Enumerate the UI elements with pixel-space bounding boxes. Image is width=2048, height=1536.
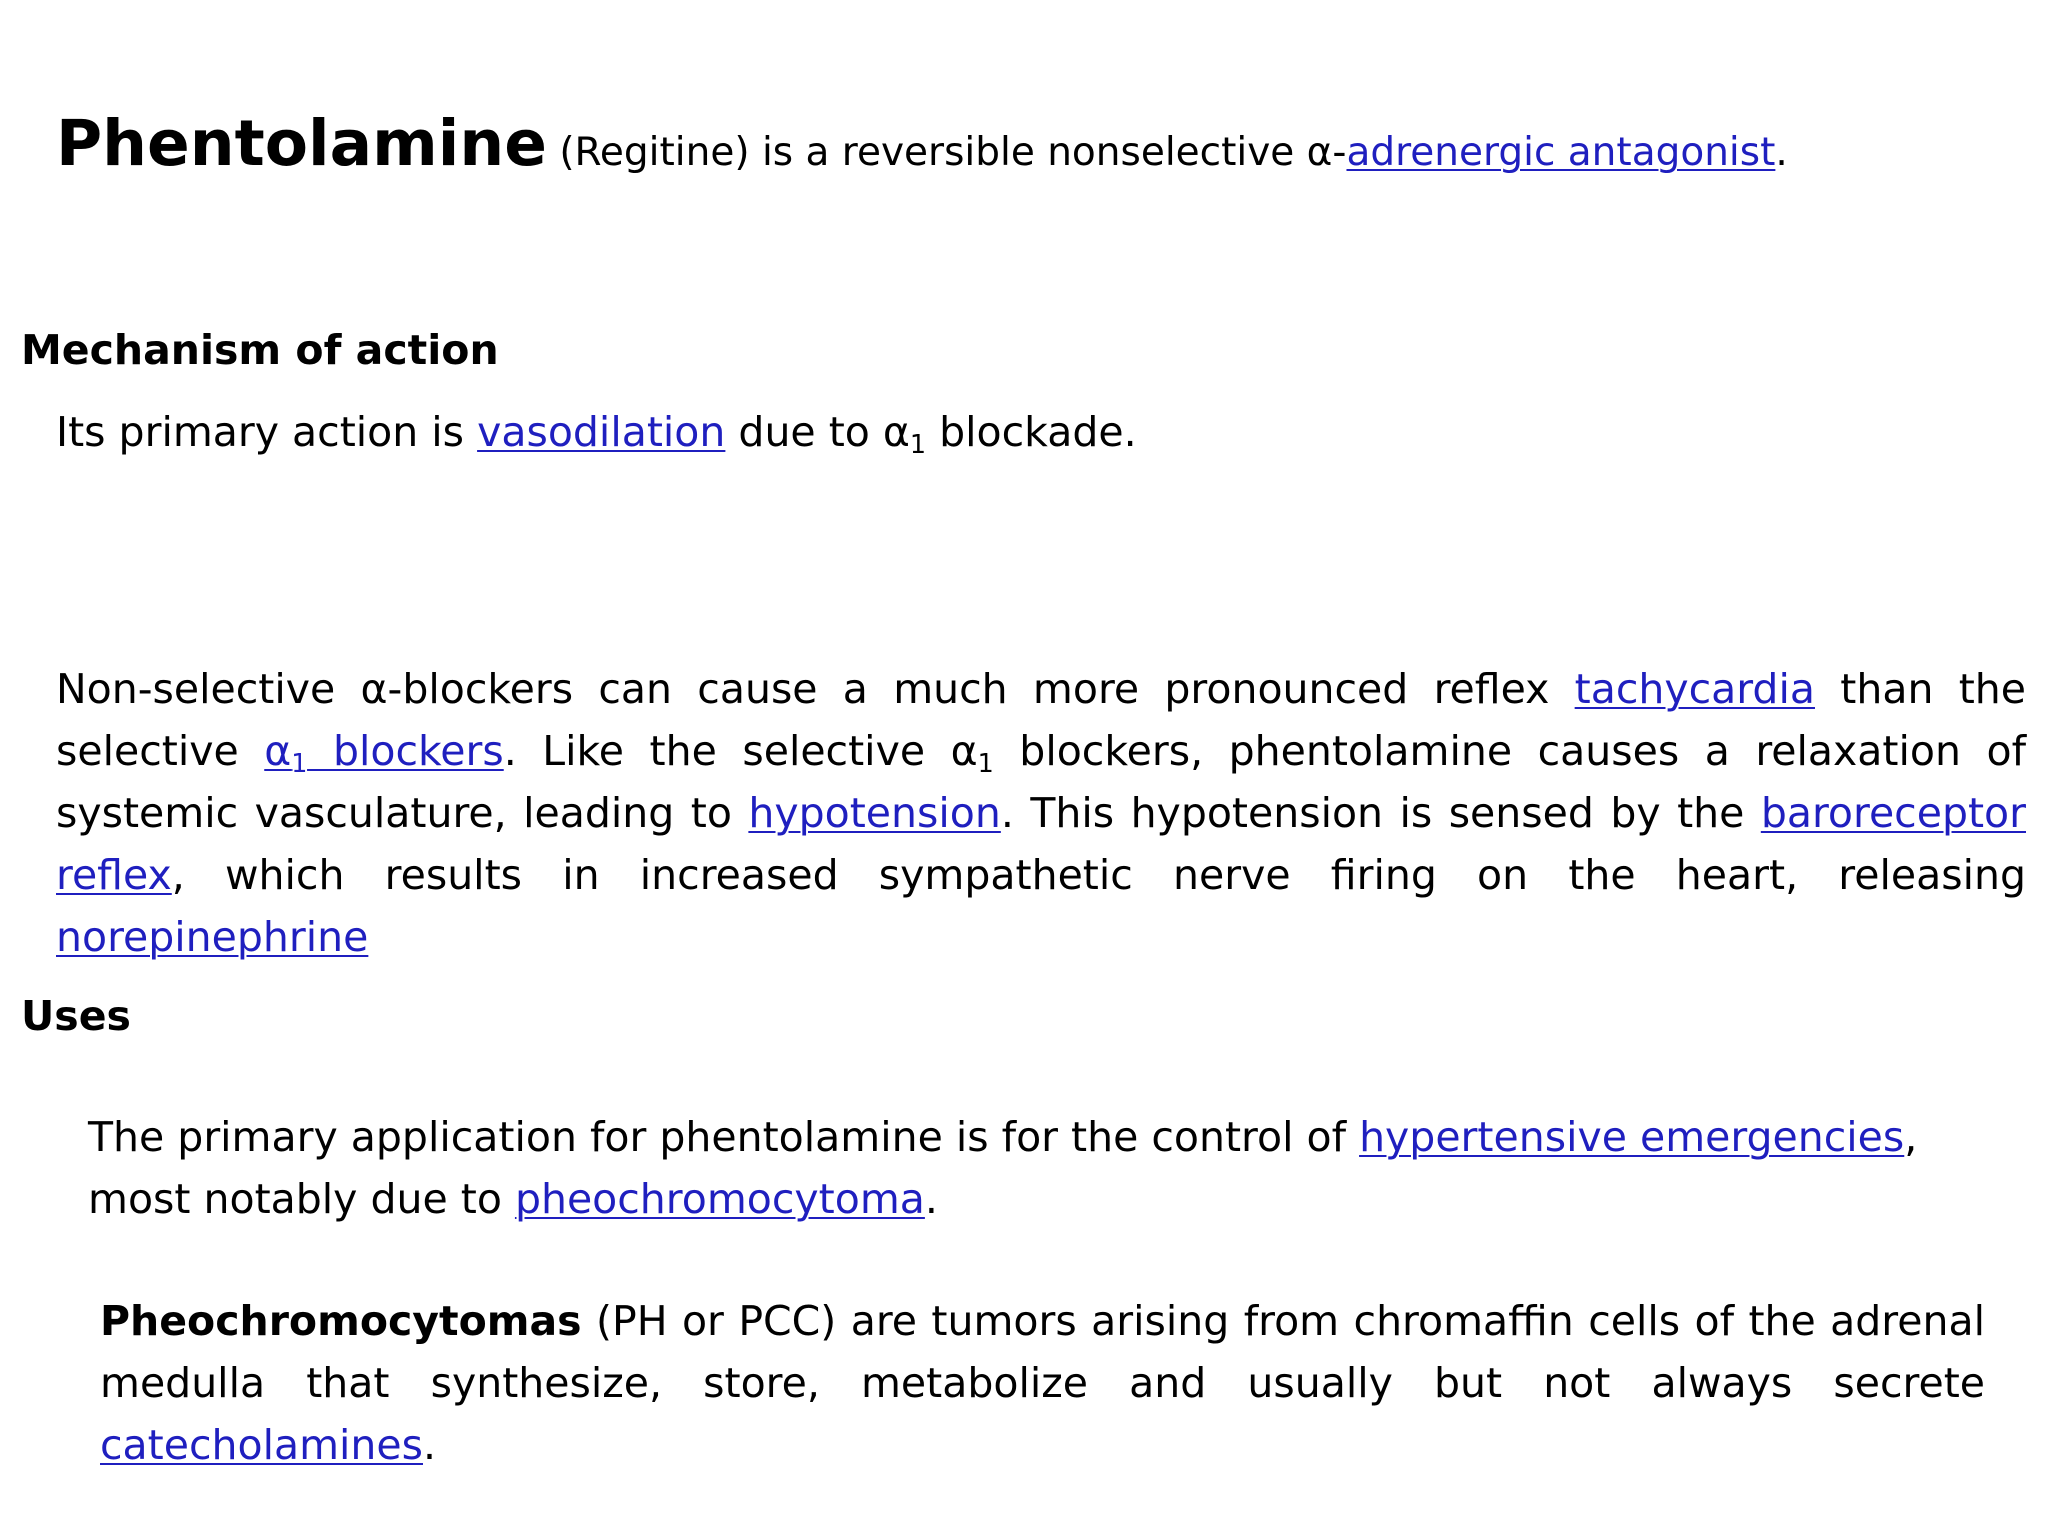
link-tachycardia[interactable]: tachycardia	[1574, 665, 1815, 713]
link-catecholamines[interactable]: catecholamines	[100, 1421, 423, 1469]
paragraph-text: than the selective	[56, 665, 2026, 775]
link-hypertensive-emergencies[interactable]: hypertensive emergencies	[1359, 1113, 1905, 1161]
mechanism-text-part: Its primary action is	[56, 408, 478, 456]
pheochromocytomas-term: Pheochromocytomas	[100, 1297, 582, 1345]
nonselective-paragraph	[56, 658, 2026, 968]
mechanism-heading: Mechanism of action	[21, 326, 499, 374]
mechanism-text	[56, 401, 1137, 463]
uses-paragraph	[88, 1106, 1948, 1230]
uses-heading: Uses	[21, 992, 131, 1040]
title-line	[56, 104, 1788, 193]
link-vasodilation[interactable]: vasodilation	[477, 408, 726, 456]
link-pheochromocytoma[interactable]: pheochromocytoma	[514, 1175, 925, 1223]
paragraph-text: .	[924, 1175, 938, 1223]
link-blockers-text: blockers	[307, 727, 504, 775]
link-baroreceptor-reflex[interactable]: baroreceptor reflex	[56, 789, 2026, 899]
link-hypotension[interactable]: hypotension	[748, 789, 1001, 837]
paragraph-text: .	[423, 1421, 437, 1469]
mechanism-text-part: due to α	[725, 408, 910, 456]
paragraph-text: (PH or PCC) are tumors arising from chromaffin cells of the adrenal medulla that synthesize, store, metabolize and usually but not always secrete	[100, 1297, 1985, 1407]
paragraph-text: Non-selective α-blockers can cause a much more pronounced reflex	[56, 665, 1575, 713]
paragraph-text: blockers, phentolamine causes a relaxation of systemic vasculature, leading to	[56, 727, 2027, 837]
paragraph-text: , most notably due to	[88, 1113, 1918, 1223]
subscript: 1	[291, 748, 308, 779]
pheochromocytoma-paragraph	[100, 1290, 1985, 1476]
paragraph-text: . Like the selective α	[503, 727, 978, 775]
title-text: is a reversible nonselective α-	[749, 130, 1347, 175]
link-alpha: α	[264, 727, 292, 775]
link-norepinephrine[interactable]: norepinephrine	[56, 913, 369, 961]
paragraph-text: . This hypotension is sensed by the	[1000, 789, 1761, 837]
mechanism-text-part: blockade.	[926, 408, 1137, 456]
link-adrenergic-antagonist[interactable]: adrenergic antagonist	[1346, 130, 1776, 175]
title-end: .	[1775, 130, 1788, 175]
drug-name: Phentolamine	[56, 107, 547, 180]
subscript: 1	[909, 429, 927, 460]
paragraph-text: , which results in increased sympathetic nerve firing on the heart, releasing	[171, 851, 2026, 899]
subscript: 1	[977, 748, 994, 779]
link-alpha1-blockers[interactable]	[264, 727, 504, 779]
paragraph-text: The primary application for phentolamine is for the control of	[88, 1113, 1360, 1161]
brand-name: (Regitine)	[559, 130, 750, 175]
